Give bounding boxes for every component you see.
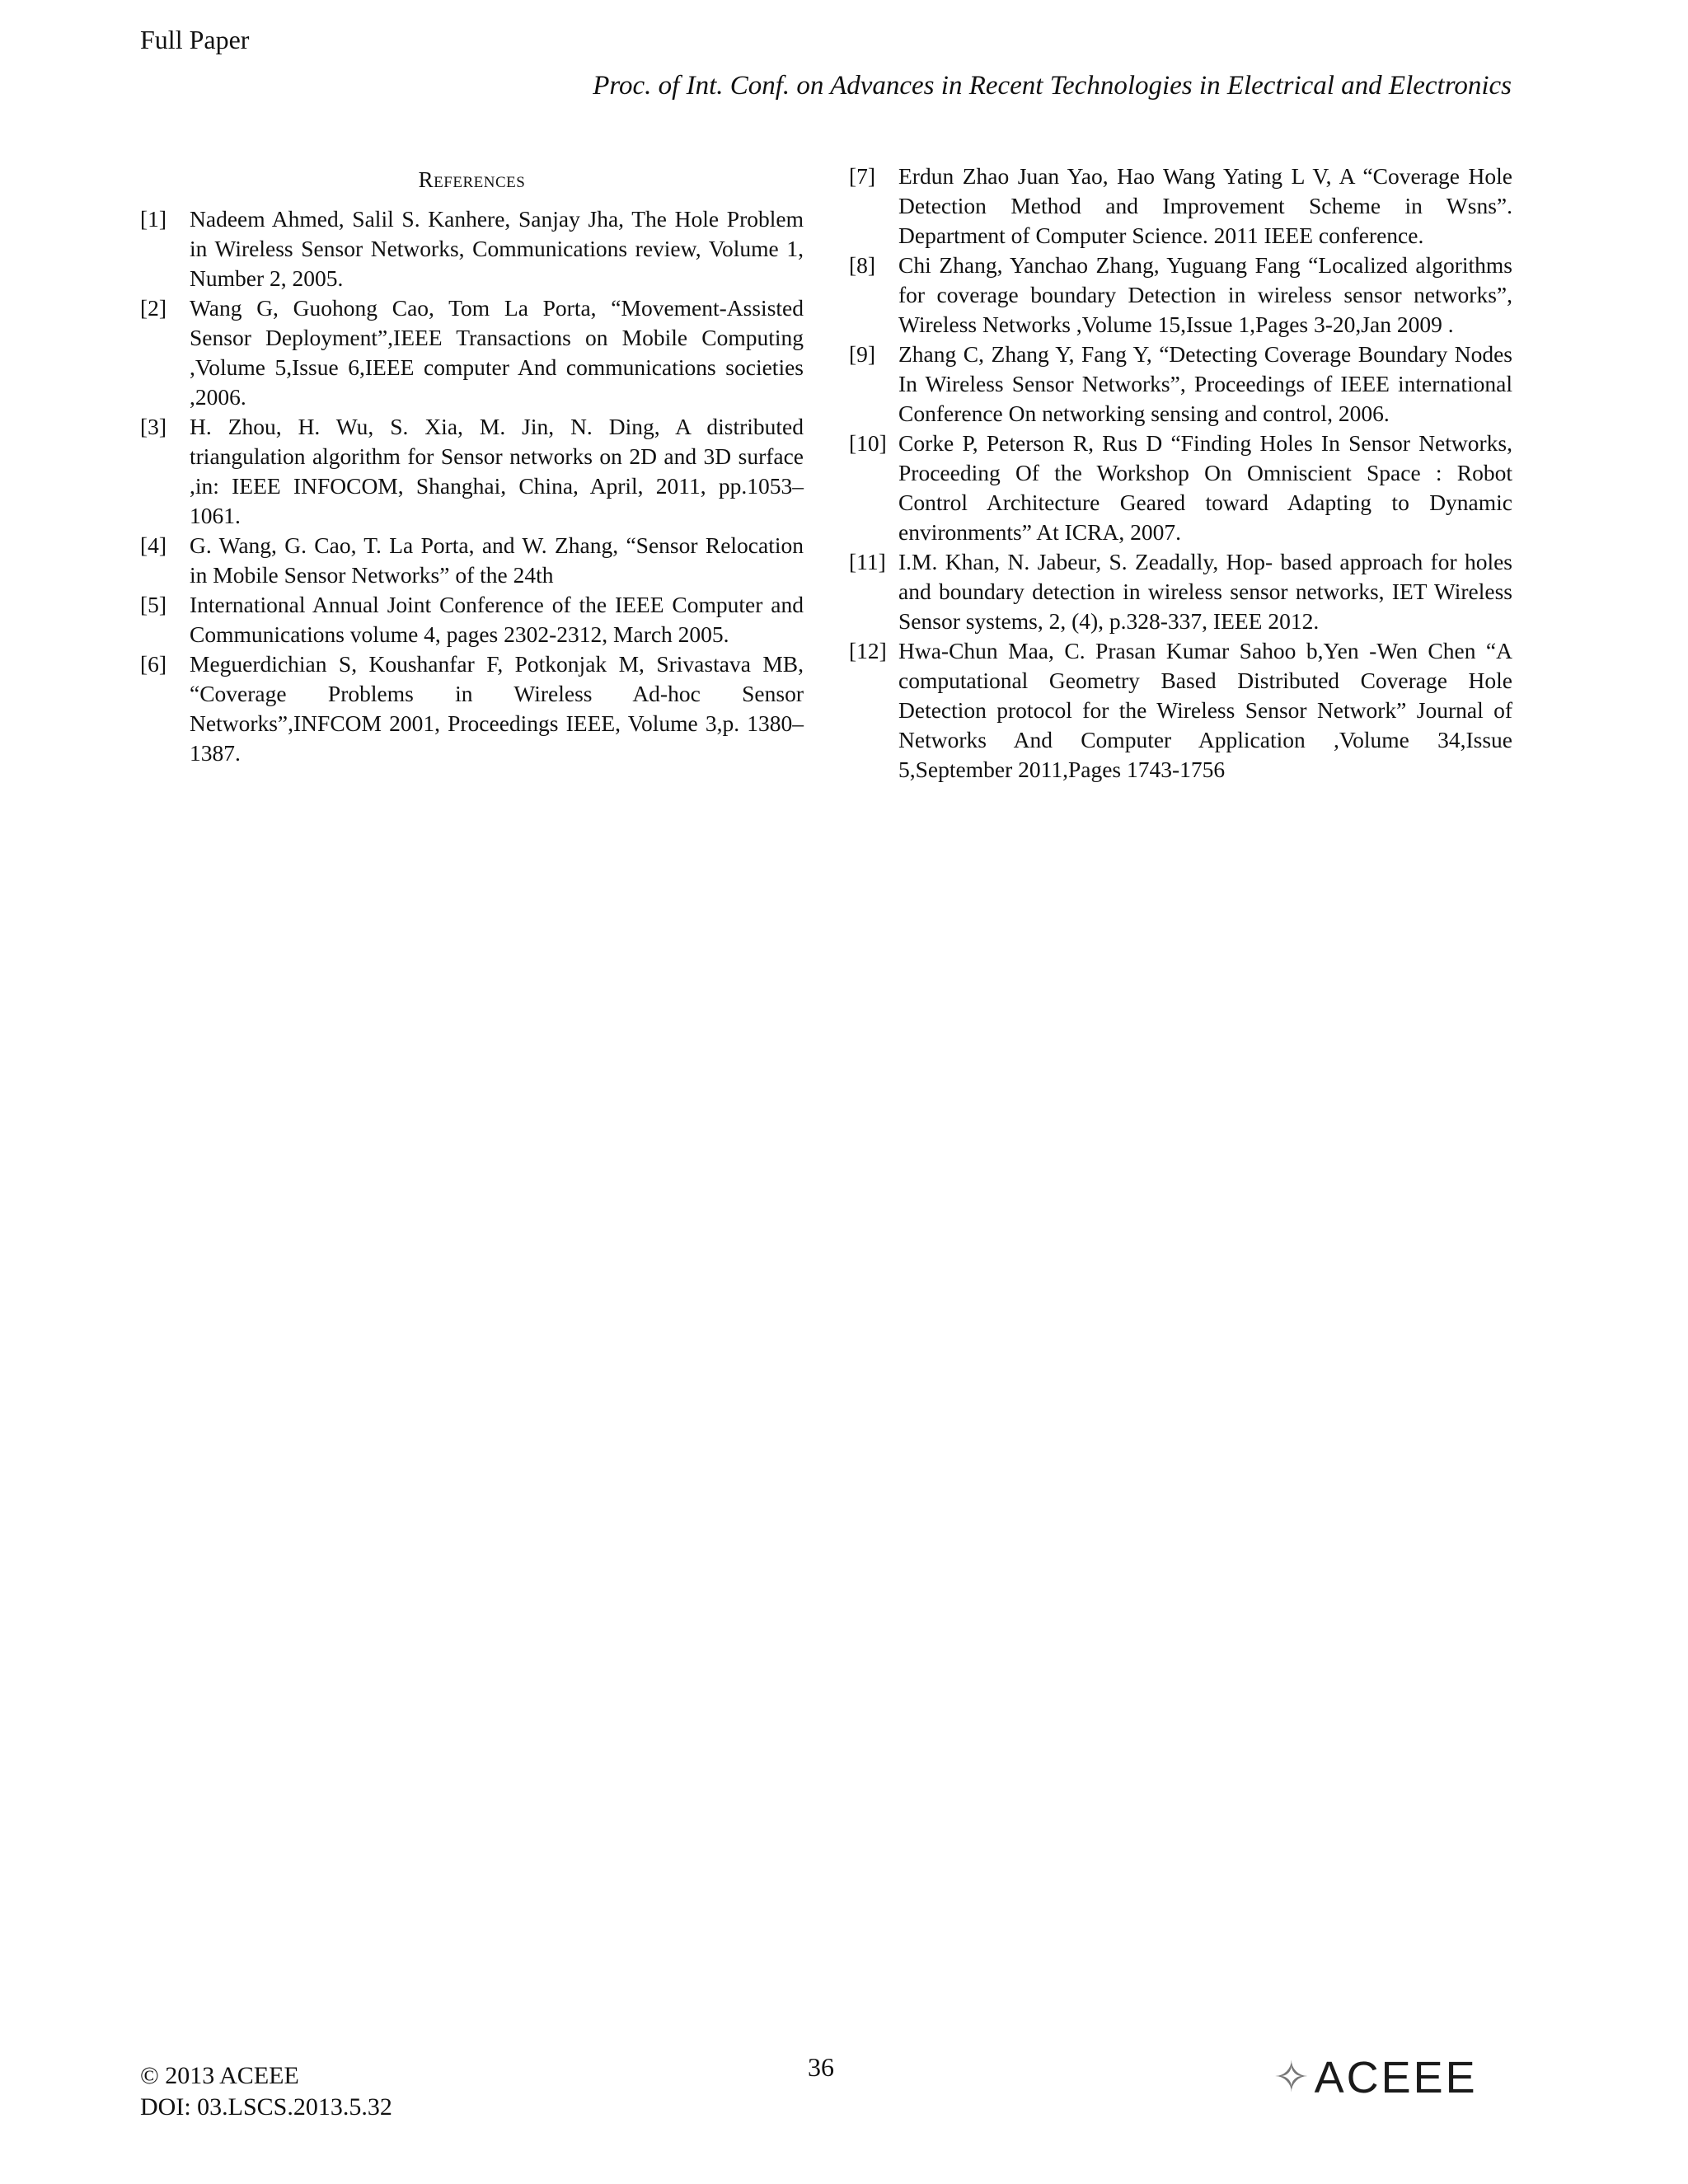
references-column-left xyxy=(140,162,804,768)
conference-header: Proc. of Int. Conf. on Advances in Recent Technologies in Electrical and Electronics xyxy=(593,71,1512,101)
star-swoosh-icon: ✧ xyxy=(1273,2053,1310,2102)
reference-number: [4] xyxy=(140,532,167,558)
reference-item xyxy=(140,204,804,293)
reference-text: Hwa-Chun Maa, C. Prasan Kumar Sahoo b,Yen -Wen Chen “A computational Geometry Based Distributed Coverage Hole Detection protocol for the Wireless Sensor Network” Journal of Networks And Computer Application ,Volume 34,Issue 5,September 2011,Pages 1743-1756 xyxy=(898,638,1512,782)
reference-number: [8] xyxy=(849,252,876,278)
reference-number: [9] xyxy=(849,341,876,367)
reference-item xyxy=(849,429,1512,547)
reference-text: International Annual Joint Conference of the IEEE Computer and Communications volume 4, pages 2302-2312, March 2005. xyxy=(190,592,804,647)
reference-item xyxy=(849,162,1512,251)
reference-number: [12] xyxy=(849,638,887,663)
reference-text: G. Wang, G. Cao, T. La Porta, and W. Zhang, “Sensor Relocation in Mobile Sensor Networks” of the 24th xyxy=(190,532,804,588)
logo-text: ACEEE xyxy=(1314,2053,1478,2102)
reference-text: Chi Zhang, Yanchao Zhang, Yuguang Fang “Localized algorithms for coverage boundary Detection in wireless sensor networks”, Wireless Networks ,Volume 15,Issue 1,Pages 3-20,Jan 2009 . xyxy=(898,252,1512,337)
reference-item xyxy=(140,649,804,768)
reference-number: [10] xyxy=(849,430,887,456)
reference-text: Meguerdichian S, Koushanfar F, Potkonjak M, Srivastava MB, “Coverage Problems in Wireless Ad-hoc Sensor Networks”,INFCOM 2001, Proceedings IEEE, Volume 3,p. 1380–1387. xyxy=(190,651,804,766)
reference-number: [3] xyxy=(140,414,167,439)
reference-text: Erdun Zhao Juan Yao, Hao Wang Yating L V, A “Coverage Hole Detection Method and Improvement Scheme in Wsns”. Department of Computer Science. 2011 IEEE conference. xyxy=(898,163,1512,248)
references-column-right xyxy=(849,162,1512,785)
reference-item xyxy=(140,412,804,531)
reference-text: Corke P, Peterson R, Rus D “Finding Holes In Sensor Networks, Proceeding Of the Workshop On Omniscient Space : Robot Control Architecture Geared toward Adapting to Dynamic environments” At ICRA, 2007. xyxy=(898,430,1512,545)
reference-item xyxy=(849,636,1512,785)
reference-text: Nadeem Ahmed, Salil S. Kanhere, Sanjay Jha, The Hole Problem in Wireless Sensor Networks, Communications review, Volume 1, Number 2, 2005. xyxy=(190,206,804,291)
section-label: Full Paper xyxy=(140,25,250,54)
reference-number: [7] xyxy=(849,163,876,189)
reference-number: [5] xyxy=(140,592,167,617)
footer-left xyxy=(140,2060,392,2123)
reference-item xyxy=(140,531,804,590)
reference-item xyxy=(849,340,1512,429)
reference-item xyxy=(140,590,804,649)
reference-number: [11] xyxy=(849,549,886,574)
reference-number: [6] xyxy=(140,651,167,677)
reference-item xyxy=(849,547,1512,636)
reference-item xyxy=(849,251,1512,340)
reference-text: I.M. Khan, N. Jabeur, S. Zeadally, Hop- based approach for holes and boundary detection in wireless sensor networks, IET Wireless Sensor systems, 2, (4), p.328-337, IEEE 2012. xyxy=(898,549,1512,634)
reference-text: Zhang C, Zhang Y, Fang Y, “Detecting Coverage Boundary Nodes In Wireless Sensor Networks”, Proceedings of IEEE international Conference On networking sensing and control, 2006. xyxy=(898,341,1512,426)
reference-item xyxy=(140,293,804,412)
reference-text: H. Zhou, H. Wu, S. Xia, M. Jin, N. Ding, A distributed triangulation algorithm for Sensor networks on 2D and 3D surface ,in: IEEE INFOCOM, Shanghai, China, April, 2011, pp.1053–1061. xyxy=(190,414,804,528)
reference-text: Wang G, Guohong Cao, Tom La Porta, “Movement-Assisted Sensor Deployment”,IEEE Transactions on Mobile Computing ,Volume 5,Issue 6,IEEE computer And communications societies ,2006. xyxy=(190,295,804,410)
reference-number: [2] xyxy=(140,295,167,321)
references-heading: References xyxy=(418,167,526,192)
doi-text: DOI: 03.LSCS.2013.5.32 xyxy=(140,2093,392,2121)
page-number: 36 xyxy=(808,2052,834,2082)
copyright-text: © 2013 ACEEE xyxy=(140,2062,299,2089)
reference-number: [1] xyxy=(140,206,167,232)
aceee-logo xyxy=(1273,2055,1478,2100)
